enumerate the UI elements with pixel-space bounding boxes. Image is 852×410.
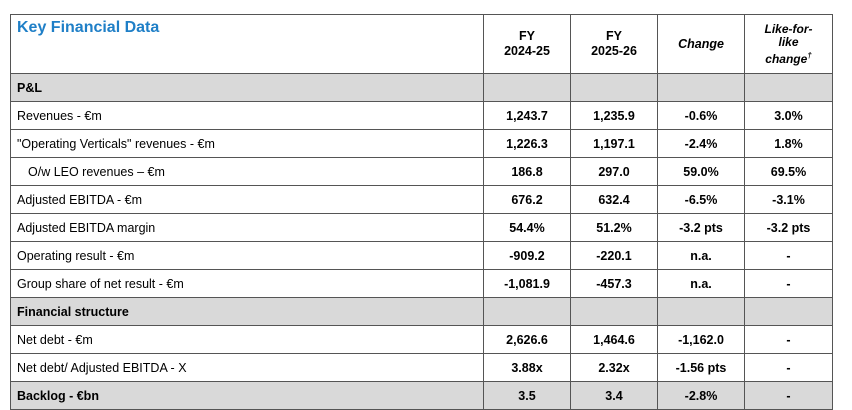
cell-change: -1.56 pts (658, 354, 745, 382)
cell-fy2025-26: 1,235.9 (571, 102, 658, 130)
row-label: Operating result - €m (11, 242, 484, 270)
cell-fy2024-25: 676.2 (484, 186, 571, 214)
cell-fy2025-26: 51.2% (571, 214, 658, 242)
cell-change: -1,162.0 (658, 326, 745, 354)
cell-lfl-change: 1.8% (745, 130, 833, 158)
row-label: Group share of net result - €m (11, 270, 484, 298)
cell-fy2024-25: 1,243.7 (484, 102, 571, 130)
cell-fy2025-26: 1,197.1 (571, 130, 658, 158)
cell-lfl-change: - (745, 270, 833, 298)
table-row-group-net-result (11, 270, 833, 298)
cell-change: -2.4% (658, 130, 745, 158)
table-row-operating-verticals-revenues (11, 130, 833, 158)
cell-fy2025-26: 3.4 (571, 382, 658, 410)
col-header-fy-year: 2025-26 (591, 44, 637, 58)
table-row-revenues (11, 102, 833, 130)
row-label: Net debt - €m (11, 326, 484, 354)
cell-change: -2.8% (658, 382, 745, 410)
table-row-operating-result (11, 242, 833, 270)
cell-fy2024-25: -1,081.9 (484, 270, 571, 298)
cell-fy2025-26: 1,464.6 (571, 326, 658, 354)
row-label: Backlog - €bn (11, 382, 484, 410)
row-label: Adjusted EBITDA - €m (11, 186, 484, 214)
cell-fy2024-25: 3.88x (484, 354, 571, 382)
col-header-change: Change (658, 15, 745, 74)
row-label: Adjusted EBITDA margin (11, 214, 484, 242)
cell-fy2025-26: 2.32x (571, 354, 658, 382)
table-row-backlog (11, 382, 833, 410)
cell-fy2025-26: 632.4 (571, 186, 658, 214)
cell-change: -3.2 pts (658, 214, 745, 242)
col-header-fy-label: FY (606, 29, 622, 43)
cell-fy2025-26: -220.1 (571, 242, 658, 270)
cell-fy2025-26: 297.0 (571, 158, 658, 186)
cell-fy2024-25: 2,626.6 (484, 326, 571, 354)
table-title: Key Financial Data (11, 15, 484, 74)
col-header-lfl-line2: like (778, 34, 799, 49)
col-header-fy-year: 2024-25 (504, 44, 550, 58)
section-label: Financial structure (11, 298, 484, 326)
col-header-lfl-line1: Like-for- (764, 21, 813, 36)
table-row-net-debt-to-ebitda (11, 354, 833, 382)
cell-lfl-change: 3.0% (745, 102, 833, 130)
table-row-adjusted-ebitda (11, 186, 833, 214)
cell-fy2025-26: -457.3 (571, 270, 658, 298)
row-label: O/w LEO revenues – €m (11, 158, 484, 186)
cell-change: -0.6% (658, 102, 745, 130)
cell-lfl-change: - (745, 242, 833, 270)
cell-lfl-change: - (745, 354, 833, 382)
row-label: Net debt/ Adjusted EBITDA - X (11, 354, 484, 382)
header-row (11, 15, 833, 74)
col-header-lfl-line3: change (765, 51, 808, 66)
cell-lfl-change: - (745, 382, 833, 410)
cell-lfl-change: - (745, 326, 833, 354)
row-label: Revenues - €m (11, 102, 484, 130)
cell-change: 59.0% (658, 158, 745, 186)
dagger-footnote-marker: † (807, 50, 812, 60)
col-header-fy-label: FY (519, 29, 535, 43)
table-row-leo-revenues (11, 158, 833, 186)
cell-lfl-change: 69.5% (745, 158, 833, 186)
cell-lfl-change: -3.1% (745, 186, 833, 214)
col-header-fy-2025-26 (571, 15, 658, 74)
cell-change: n.a. (658, 242, 745, 270)
row-label: "Operating Verticals" revenues - €m (11, 130, 484, 158)
table-row-net-debt (11, 326, 833, 354)
table-row-adjusted-ebitda-margin (11, 214, 833, 242)
cell-fy2024-25: -909.2 (484, 242, 571, 270)
key-financial-data-table (10, 14, 833, 410)
cell-change: -6.5% (658, 186, 745, 214)
col-header-like-for-like (745, 15, 833, 74)
section-row-pl (11, 74, 833, 102)
financial-table-container (10, 14, 832, 410)
cell-fy2024-25: 3.5 (484, 382, 571, 410)
cell-change: n.a. (658, 270, 745, 298)
col-header-fy-2024-25 (484, 15, 571, 74)
cell-fy2024-25: 1,226.3 (484, 130, 571, 158)
cell-fy2024-25: 186.8 (484, 158, 571, 186)
section-row-financial-structure (11, 298, 833, 326)
section-label: P&L (11, 74, 484, 102)
cell-fy2024-25: 54.4% (484, 214, 571, 242)
cell-lfl-change: -3.2 pts (745, 214, 833, 242)
